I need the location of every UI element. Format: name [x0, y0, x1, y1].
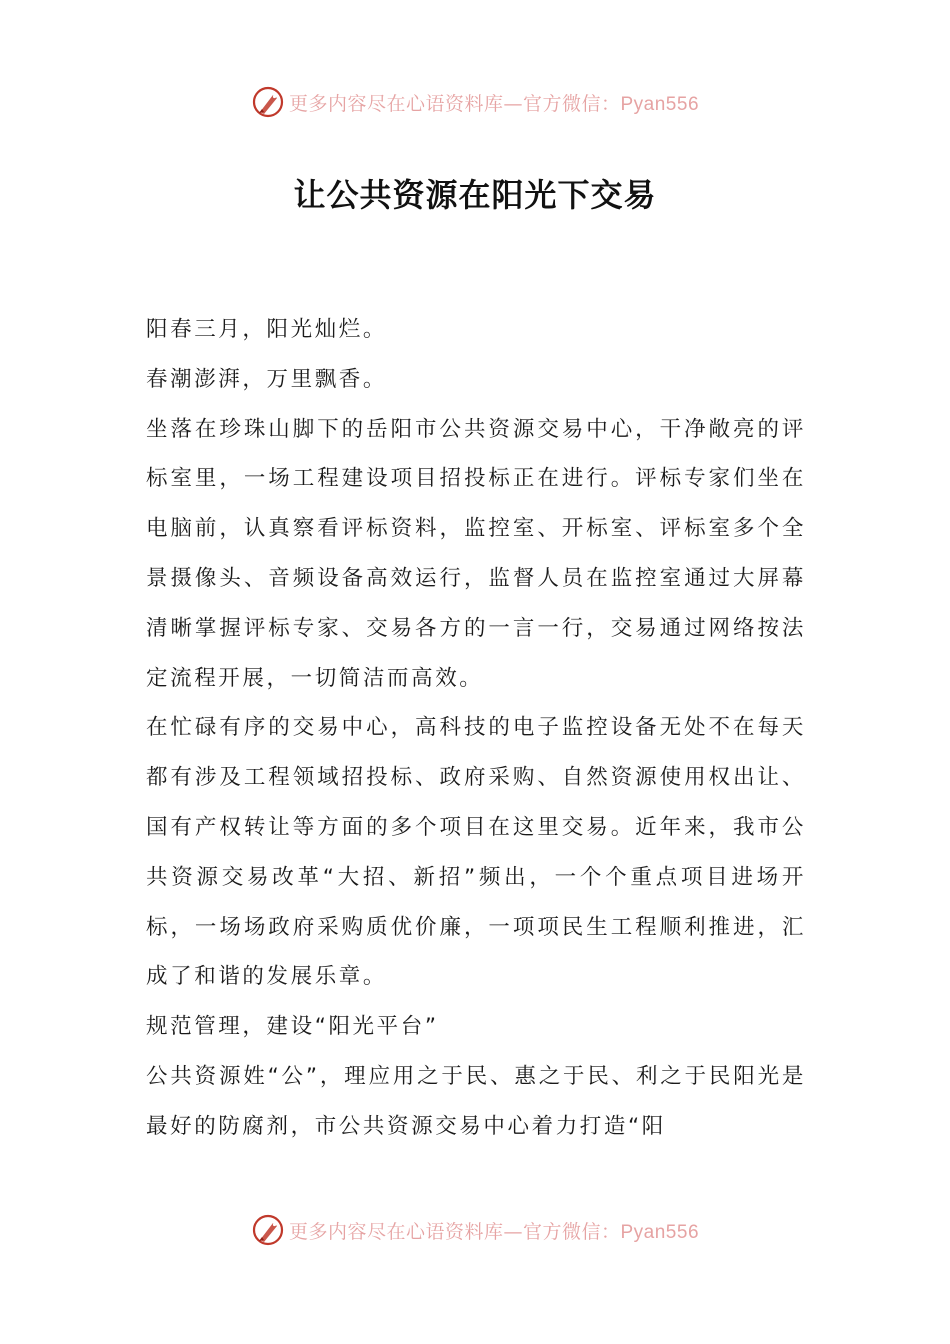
watermark-text: 更多内容尽在心语资料库—官方微信： [288, 92, 621, 115]
footer-watermark [0, 1210, 950, 1250]
document-body [146, 305, 806, 1152]
document-title: 让公共资源在阳光下交易 [293, 176, 657, 214]
watermark-wechat-id: Pyan556 [620, 1221, 700, 1243]
paragraph: 坐落在珍珠山脚下的岳阳市公共资源交易中心，干净敞亮的评标室里，一场工程建设项目招投标正在进行。评标专家们坐在电脑前，认真察看评标资料，监控室、开标室、评标室多个全景摄像头、音频设备高效运行，监督人员在监控室通过大屏幕清晰掌握评标专家、交易各方的一言一行，交易通过网络按法定流程开展，一切简洁而高效。 [146, 416, 806, 691]
paragraph: 春潮澎湃，万里飘香。 [146, 366, 388, 392]
section-heading: 规范管理，建设“阳光平台” [146, 1014, 439, 1040]
paragraph: 公共资源姓“公”，理应用之于民、惠之于民、利之于民阳光是最好的防腐剂，市公共资源交易中心着力打造“阳 [146, 1063, 806, 1139]
header-watermark [0, 82, 950, 122]
paragraph: 阳春三月，阳光灿烂。 [146, 317, 388, 342]
pen-nib-logo-icon [251, 85, 285, 119]
watermark-wechat-id: Pyan556 [620, 93, 700, 115]
pen-nib-logo-icon [251, 1213, 285, 1247]
paragraph: 在忙碌有序的交易中心，高科技的电子监控设备无处不在每天都有涉及工程领域招投标、政府采购、自然资源使用权出让、国有产权转让等方面的多个项目在这里交易。近年来，我市公共资源交易改革“大招、新招”频出，一个个重点项目进场开标，一场场政府采购质优价廉，一项项民生工程顺利推进，汇成了和谐的发展乐章。 [146, 715, 806, 990]
watermark-text: 更多内容尽在心语资料库—官方微信： [288, 1220, 621, 1243]
